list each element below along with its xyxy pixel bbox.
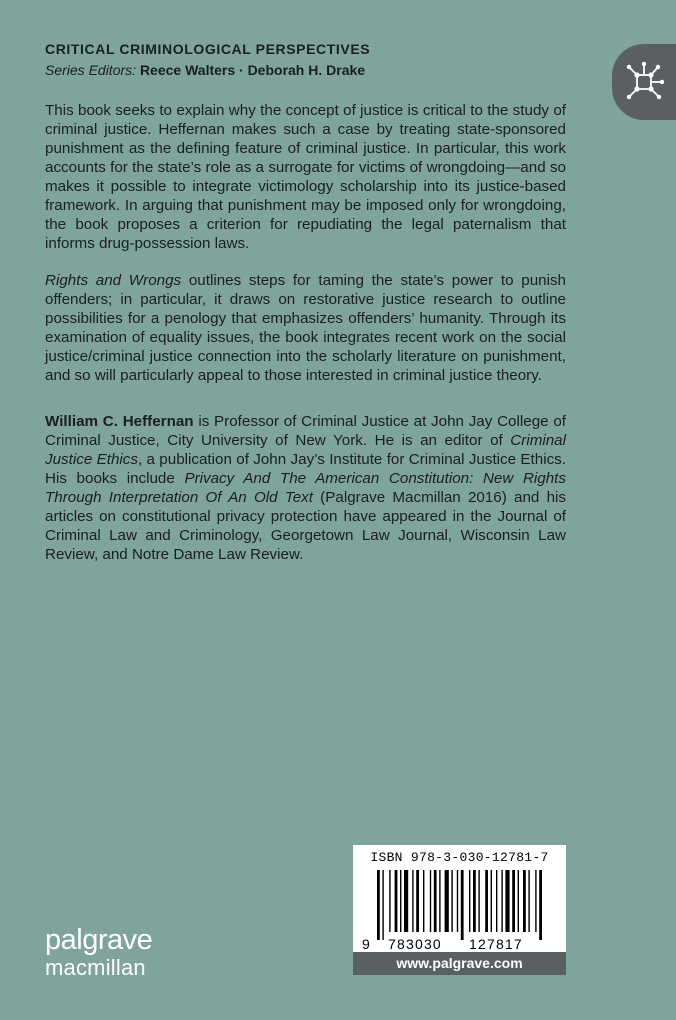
barcode-bar <box>478 870 479 932</box>
series-editors-label: Series Editors: <box>45 62 137 78</box>
author-bio-text-c: (Palgrave Macmillan 2016) and his articles on constitutional privacy protection have appeared in the Journal of Criminal Law and Criminology, Georgetown Law Journal, Wisconsin Law Review, and Notre Dame Law Review. <box>45 489 566 563</box>
series-editors-names: Reece Walters · Deborah H. Drake <box>139 62 366 78</box>
barcode-bar <box>469 870 470 932</box>
barcode-bar <box>451 870 452 932</box>
barcode-bar <box>439 870 440 932</box>
barcode-bar <box>485 870 488 932</box>
barcode-bar <box>528 870 529 932</box>
barcode-bar <box>382 870 383 940</box>
author-bio <box>45 412 566 564</box>
series-title: CRITICAL CRIMINOLOGICAL PERSPECTIVES <box>45 41 371 57</box>
barcode-bar <box>491 870 492 932</box>
barcode-bar <box>535 870 536 932</box>
publisher-name-line1: palgrave <box>45 924 153 956</box>
barcode-bar <box>395 870 398 932</box>
author-name: William C. Heffernan <box>45 413 194 430</box>
barcode-bar <box>400 870 401 932</box>
journal-title: Criminal Justice Ethics <box>45 432 566 468</box>
barcode-bar <box>412 870 413 932</box>
barcode-bar <box>377 870 380 940</box>
publisher-url[interactable]: www.palgrave.com <box>353 952 566 975</box>
barcode-bar <box>434 870 437 932</box>
barcode-bar <box>416 870 419 932</box>
barcode-image <box>377 870 545 940</box>
blurb-paragraph-1: This book seeks to explain why the concept of justice is critical to the study of criminal justice. Heffernan makes such a case by treating state-sponsored punishment as the defining feature of criminal justice. In particular, this work accounts for the state’s role as a surrogate for victims of wrongdoing—and so makes it possible to integrate victimology scholarship into its justice-based framework. In arguing that punishment may be imposed only for wrongdoing, the book proposes a criterion for repudiating the legal paternalism that informs drug-possession laws. <box>45 102 566 252</box>
barcode-bar <box>457 870 458 932</box>
publisher-name-line2: macmillan <box>45 955 146 980</box>
barcode-bar <box>518 870 519 932</box>
barcode-bar <box>404 870 408 932</box>
barcode-bar <box>523 870 526 932</box>
barcode-bar <box>473 870 476 932</box>
barcode-bar <box>496 870 497 932</box>
barcode-bar <box>461 870 464 940</box>
barcode-bar <box>539 870 542 940</box>
barcode-digits-right: 127817 <box>469 936 523 952</box>
publisher-logo <box>45 926 152 979</box>
barcode-bar <box>423 870 424 932</box>
book-title: Rights and Wrongs <box>45 272 182 289</box>
blurb-paragraph-2 <box>45 271 566 385</box>
prior-book-title: Privacy And The American Constitution: New Rights Through Interpretation Of An Old Text <box>45 470 566 506</box>
author-bio-text-a: is Professor of Criminal Justice at John Jay College of Criminal Justice, City University of New York. He is an editor of <box>45 413 566 449</box>
barcode-bar <box>501 870 502 932</box>
barcode-bar <box>430 870 431 932</box>
barcode-bar <box>389 870 390 932</box>
palgrave-logo-badge <box>612 44 676 120</box>
blurb-paragraph-2-text: outlines steps for taming the state’s power to punish offenders; in particular, it draws on restorative justice research to outline possibilities for a penology that emphasizes offenders’ humanity. Through its examination of equality issues, the book integrates recent work on the social justice/criminal justice connection into the scholarly literature on punishment, and so will particularly appeal to those interested in criminal justice theory. <box>45 272 567 384</box>
barcode-digit-first: 9 <box>362 936 371 952</box>
barcode-digits-left: 783030 <box>388 936 442 952</box>
series-editors <box>45 62 365 78</box>
barcode-bar <box>512 870 515 932</box>
isbn-text: ISBN 978-3-030-12781-7 <box>370 850 549 865</box>
network-icon <box>624 60 664 104</box>
author-bio-text-b: , a publication of John Jay’s Institute for Criminal Justice Ethics. His books include <box>45 451 566 487</box>
barcode-bar <box>445 870 449 932</box>
barcode-bar <box>505 870 509 932</box>
